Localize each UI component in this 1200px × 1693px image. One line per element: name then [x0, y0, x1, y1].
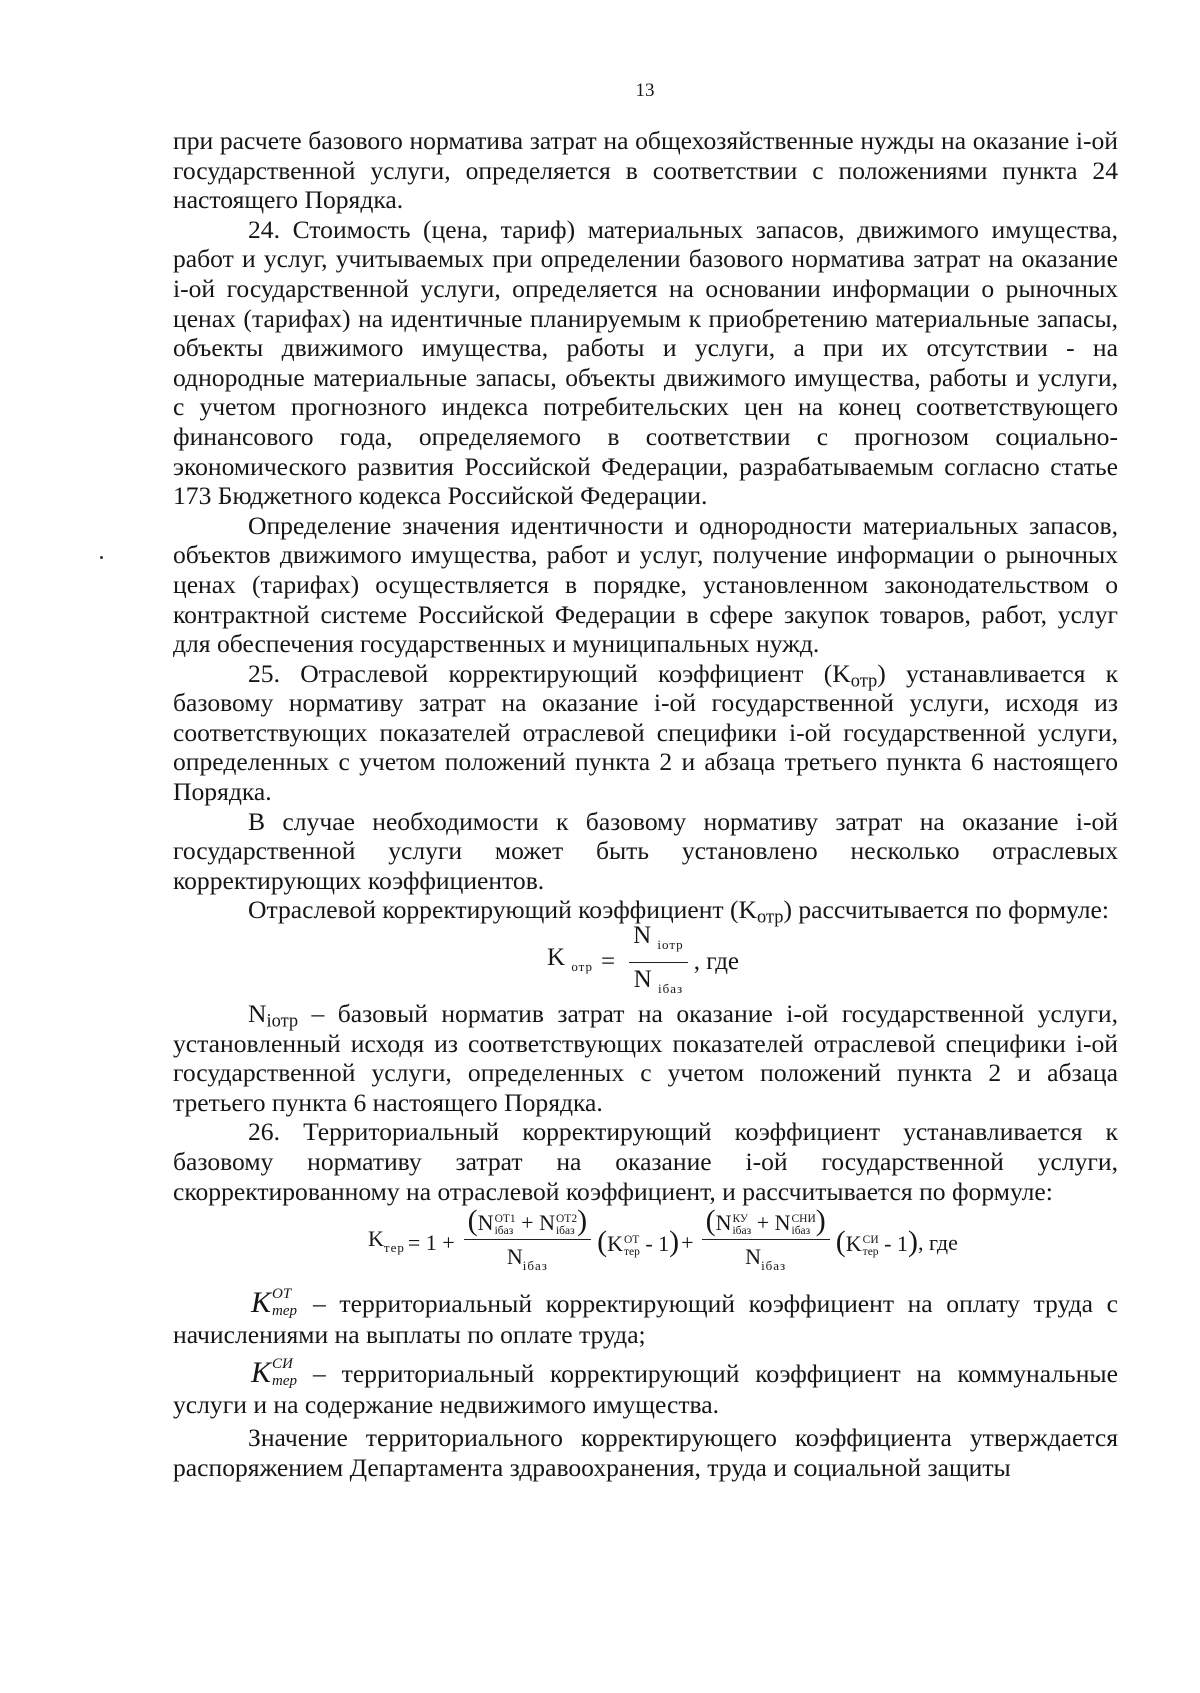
subscript: iотр	[266, 1010, 299, 1031]
paragraph-n-iotr-definition	[173, 999, 1118, 1117]
formula-fraction-si	[702, 1203, 830, 1281]
text-fragment: ) рассчитывается по формуле:	[783, 895, 1109, 925]
paragraph-item-26: 26. Территориальный корректирующий коэффициент устанавливается к базовому нормативу затрат на оказание i-ой государственной услуги, скорректированному на отраслевой коэффициент, и рассчитывается по формуле:	[173, 1117, 1118, 1206]
subscript: отр	[850, 670, 878, 691]
formula-equals: =	[600, 948, 616, 976]
fraction-denominator: N $_{iбаз}$	[633, 965, 684, 996]
formula-tail: , где	[917, 1230, 958, 1256]
formula-tail: , где	[693, 948, 740, 976]
fraction-denominator: $N_{iбаз}$	[745, 1244, 787, 1274]
symbol-k-si: K СИ тер	[251, 1355, 298, 1389]
paragraph-several-coefficients: В случае необходимости к базовому нормативу затрат на оказание i-ой государственной услуги может быть установлено несколько отраслевых корректирующих коэффициентов.	[173, 806, 1118, 895]
symbol-k-ot: K ОТ тер	[251, 1286, 298, 1320]
text-fragment: Отраслевой корректирующий коэффициент (K	[248, 895, 757, 925]
formula-k-ot-factor: (K ОТ тер - 1)	[597, 1225, 680, 1259]
text-fragment: 25. Отраслевой корректирующий коэффициент (K	[248, 658, 851, 688]
formula-k-otr	[547, 922, 1118, 996]
formula-one-plus: = 1 +	[407, 1230, 455, 1256]
text-fragment: N	[248, 999, 267, 1029]
definition-text: – территориальный корректирующий коэффициент на коммунальные услуги и на содержание недвижимого имущества.	[173, 1358, 1118, 1419]
subscript: отр	[757, 907, 784, 928]
definition-text: – территориальный корректирующий коэффициент на оплату труда с начислениями на выплаты по оплате труда;	[173, 1289, 1118, 1350]
paragraph-item-25	[173, 659, 1118, 807]
formula-lhs: K $_{отр}$	[547, 943, 593, 974]
fraction-numerator: (N КУ iбаз + N СНИ iбаз )	[702, 1206, 830, 1241]
formula-lhs: $K_{тер}$	[368, 1225, 405, 1255]
formula-fraction	[629, 921, 688, 1003]
fraction-numerator: (N ОТ1 iбаз + N ОТ2 iбаз )	[464, 1206, 591, 1241]
text-fragment: ) устанавливается к базовому нормативу затрат на оказание i-ой государственной услуги, исходя из соответствующих показателей отраслевой специфики i-ой государственной услуги, определенных с учетом положений пункта 2 и абзаца третьего пункта 6 настоящего Порядка.	[173, 658, 1119, 807]
paragraph-item-24: 24. Стоимость (цена, тариф) материальных запасов, движимого имущества, работ и услуг, учитываемых при определении базового норматива затрат на оказание i-ой государственной услуги, определяется на основании информации о рыночных ценах (тарифах) на идентичные планируемым к приобретению материальные запасы, объекты движимого имущества, работы и услуги, а при их отсутствии - на однородные материальные запасы, объекты движимого имущества, работы и услуги, с учетом прогнозного индекса потребительских цен на конец соответствующего финансового года, определяемого в соответствии с прогнозом социально-экономического развития Российской Федерации, разрабатываемым согласно статье 173 Бюджетного кодекса Российской Федерации.	[173, 214, 1118, 511]
text-fragment: – базовый норматив затрат на оказание i-ой государственной услуги, установленный исходя из соответствующих показателей отраслевой специфики i-ой государственной услуги, определенных с учетом положений пункта 2 и абзаца третьего пункта 6 настоящего Порядка.	[173, 999, 1118, 1117]
definition-k-ot	[173, 1286, 1118, 1350]
fraction-numerator: N $_{iотр}$	[629, 921, 688, 962]
paragraph-approval: Значение территориального корректирующего коэффициента утверждается распоряжением Департамента здравоохранения, труда и социальной защиты	[173, 1423, 1118, 1482]
paragraph-continuation: при расчете базового норматива затрат на общехозяйственные нужды на оказание i-ой государственной услуги, определяется в соответствии с положениями пункта 24 настоящего Порядка.	[173, 126, 1118, 215]
formula-k-ter: $K_{тер}$ = 1 + (N ОТ1 iбаз + N ОТ2 iбаз ) $N_{iбаз}$ (K ОТ тер - 1) + (N КУ iбаз + N СНИ iбаз ) $N_{iбаз}$ (K СИ тер - 1) , где	[368, 1210, 1118, 1276]
document-body	[173, 126, 1118, 1483]
definition-k-si	[173, 1356, 1118, 1420]
formula-fraction-ot	[464, 1203, 591, 1281]
scan-speck	[100, 556, 103, 559]
fraction-denominator: $N_{iбаз}$	[506, 1244, 548, 1274]
page-number: 13	[635, 80, 655, 101]
formula-k-si-factor: (K СИ тер - 1)	[835, 1225, 918, 1259]
paragraph-market-prices: Определение значения идентичности и однородности материальных запасов, объектов движимого имущества, работ и услуг, получение информации о рыночных ценах (тарифах) осуществляется в порядке, установленном законодательством о контрактной системе Российской Федерации в сфере закупок товаров, работ, услуг для обеспечения государственных и муниципальных нужд.	[173, 510, 1118, 659]
